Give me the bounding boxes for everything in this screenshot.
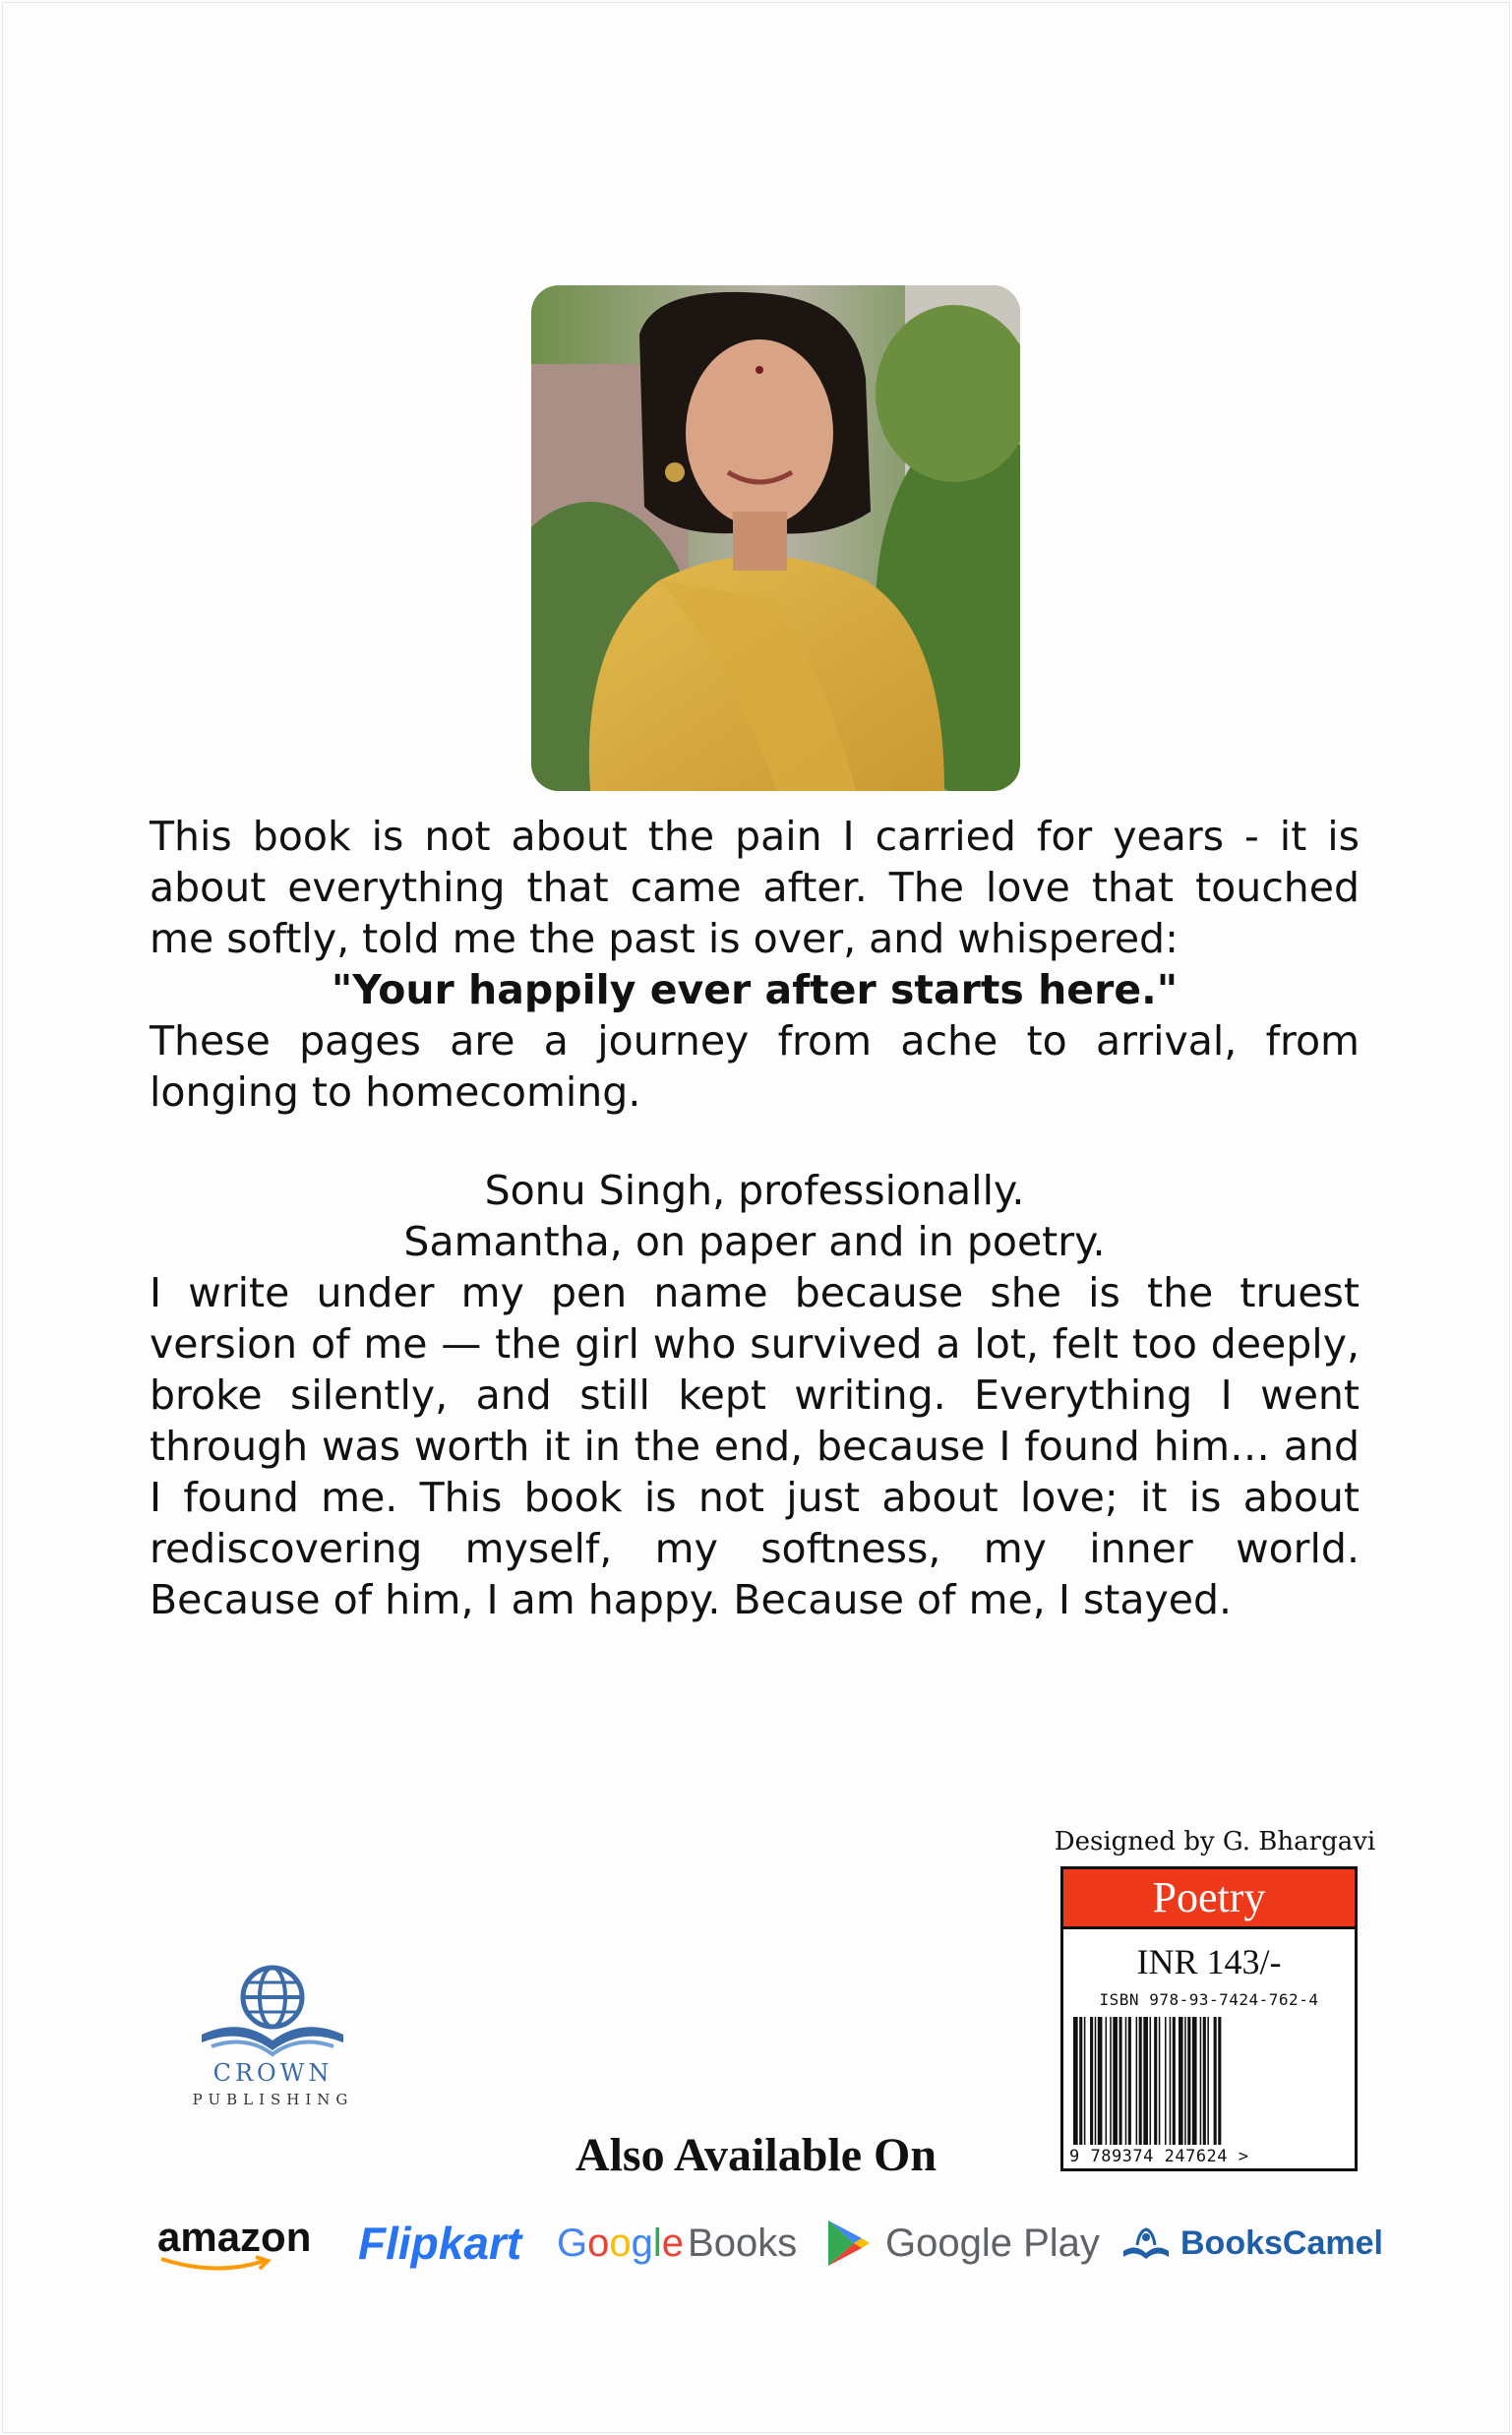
barcode-bar: [1159, 2017, 1161, 2145]
barcode-bar: [1173, 2017, 1176, 2145]
designer-credit: Designed by G. Bhargavi: [1054, 1827, 1376, 1857]
flipkart-logo: [358, 2204, 521, 2283]
google-books-logo: [557, 2204, 797, 2283]
author-pen-name: Samantha, on paper and in poetry.: [403, 1218, 1106, 1265]
barcode-bar: [1079, 2017, 1082, 2145]
barcode-bar: [1187, 2017, 1190, 2145]
google-play-icon: [826, 2219, 872, 2268]
bookscamel-logo: [1119, 2204, 1383, 2283]
google-play-logo: [826, 2204, 1100, 2283]
google-books-word: Books: [688, 2221, 798, 2265]
barcode-bar: [1095, 2017, 1097, 2145]
barcode-bar: [1113, 2017, 1118, 2145]
barcode-bar: [1084, 2017, 1086, 2145]
blurb-paragraph-1: [150, 811, 1360, 1118]
barcode-bar: [1218, 2017, 1221, 2145]
barcode-bar: [1073, 2017, 1078, 2145]
blurb-paragraph-2: [150, 1165, 1360, 1625]
author-photo: [531, 285, 1020, 791]
isbn-label: ISBN 978-93-7424-762-4: [1099, 1990, 1319, 2009]
barcode-bar: [1098, 2017, 1103, 2145]
barcode-bar: [1125, 2017, 1127, 2145]
also-available-heading: Also Available On: [575, 2129, 937, 2181]
barcode-bar: [1200, 2017, 1202, 2145]
barcode-bar: [1136, 2017, 1138, 2145]
google-letter: l: [652, 2221, 662, 2265]
barcode-bar: [1154, 2017, 1157, 2145]
barcode-bar: [1184, 2017, 1186, 2145]
amazon-wordmark: amazon: [157, 2214, 312, 2260]
barcode-number: 9 789374 247624 >: [1069, 2147, 1249, 2166]
barcode-image: [1071, 2017, 1351, 2145]
price-label: INR 143/-: [1136, 1942, 1282, 1981]
genre-label: Poetry: [1063, 1869, 1355, 1929]
barcode-bar: [1192, 2017, 1197, 2145]
google-letter: e: [661, 2221, 685, 2265]
price-box: [1060, 1866, 1358, 2171]
google-letter: o: [587, 2221, 610, 2265]
barcode-bar: [1207, 2017, 1209, 2145]
amazon-smile-icon: [157, 2255, 275, 2273]
barcode-bar: [1106, 2017, 1108, 2145]
barcode-bar: [1150, 2017, 1152, 2145]
blurb-text-1b: These pages are a journey from ache to arrival, from longing to homecoming.: [150, 1017, 1360, 1116]
barcode-bar: [1128, 2017, 1131, 2145]
barcode-bar: [1170, 2017, 1172, 2145]
barcode-bar: [1090, 2017, 1093, 2145]
google-letter: G: [557, 2221, 588, 2265]
barcode-bar: [1143, 2017, 1148, 2145]
bookscamel-wordmark: BooksCamel: [1180, 2223, 1383, 2262]
barcode-bar: [1179, 2017, 1183, 2145]
barcode-bar: [1165, 2017, 1167, 2145]
store-logos: [0, 2204, 1512, 2292]
publisher-subtitle: PUBLISHING: [192, 2091, 354, 2108]
barcode-bar: [1214, 2017, 1217, 2145]
blurb-quote: "Your happily ever after starts here.": [331, 966, 1179, 1013]
open-book-icon: [1119, 2223, 1173, 2263]
flipkart-wordmark: Flipkart: [358, 2218, 522, 2269]
google-letter: g: [631, 2221, 653, 2265]
barcode-bar: [1203, 2017, 1206, 2145]
blurb-text-1a: This book is not about the pain I carried for years - it is about everything that came after. The love that touched me softly, told me the past is over, and whispered:: [150, 813, 1360, 962]
barcode-bar: [1110, 2017, 1112, 2145]
barcode-bar: [1119, 2017, 1122, 2145]
google-play-wordmark: Google Play: [885, 2221, 1100, 2265]
google-letter: o: [609, 2221, 632, 2265]
blurb-text-2: I write under my pen name because she is the truest version of me — the girl who survived a lot, felt too deeply, broke silently, and still kept writing. Everything I went through was worth it in the end, because I found him… and I found me. This book is not just about love; it is about rediscovering myself, my softness, my inner world. Because of him, I am happy. Because of me, I stayed.: [150, 1269, 1360, 1623]
amazon-logo: [157, 2204, 311, 2283]
barcode-bar: [1139, 2017, 1142, 2145]
publisher-name: CROWN: [212, 2059, 333, 2087]
author-professional-name: Sonu Singh, professionally.: [484, 1167, 1025, 1214]
